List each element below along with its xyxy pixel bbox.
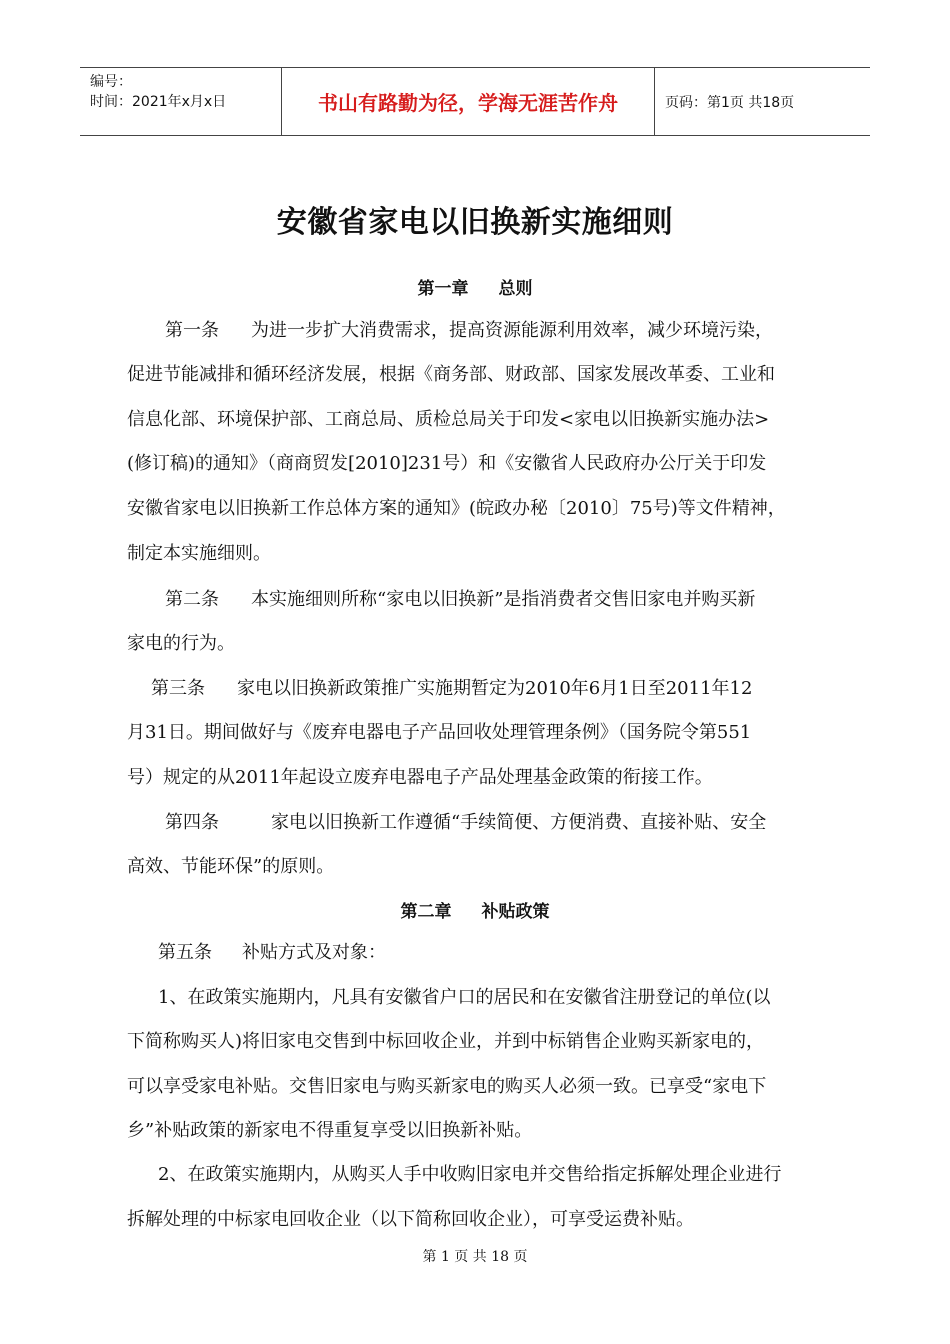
item-1-line-3: 可以享受家电补贴。交售旧家电与购买新家电的购买人必须一致。已享受“家电下 xyxy=(127,1076,767,1097)
article-1-line-5: 安徽省家电以旧换新工作总体方案的通知》(皖政办秘〔2010〕75号)等文件精神， xyxy=(127,498,786,519)
article-text: 家电以旧换新政策推广实施期暂定为2010年6月1日至2011年12 xyxy=(237,678,753,699)
article-5-line-1 xyxy=(158,938,386,964)
article-4-line-1 xyxy=(165,808,766,834)
article-label: 第一条 xyxy=(165,320,219,341)
article-text: 家电以旧换新工作遵循“手续简便、方便消费、直接补贴、安全 xyxy=(271,812,767,833)
article-text: 为进一步扩大消费需求，提高资源能源利用效率，减少环境污染， xyxy=(251,320,773,341)
article-1-line-1 xyxy=(165,316,773,342)
article-4-line-2: 高效、节能环保”的原则。 xyxy=(127,856,335,877)
article-label: 第五条 xyxy=(158,942,212,963)
item-1-line-2: 下简称购买人)将旧家电交售到中标回收企业，并到中标销售企业购买新家电的， xyxy=(127,1031,765,1052)
article-1-line-2: 促进节能减排和循环经济发展，根据《商务部、财政部、国家发展改革委、工业和 xyxy=(127,364,775,385)
chapter-number: 第二章 xyxy=(400,902,452,922)
header-meta xyxy=(80,68,282,135)
article-2-line-2: 家电的行为。 xyxy=(127,633,235,654)
chapter-name: 总则 xyxy=(498,279,533,299)
item-1-line-4: 乡”补贴政策的新家电不得重复享受以旧换新补贴。 xyxy=(127,1120,533,1141)
page-footer: 第 1 页 共 18 页 xyxy=(422,1249,528,1265)
header-motto: 书山有路勤为径，学海无涯苦作舟 xyxy=(282,68,655,135)
article-label: 第二条 xyxy=(165,589,219,610)
document-title: 安徽省家电以旧换新实施细则 xyxy=(276,205,674,240)
page-header xyxy=(80,67,870,136)
article-2-line-1 xyxy=(165,585,755,611)
chapter-name: 补贴政策 xyxy=(481,902,550,922)
article-label: 第四条 xyxy=(165,812,219,833)
article-1-line-4: (修订稿)的通知》（商商贸发[2010]231号）和《安徽省人民政府办公厅关于印发 xyxy=(127,453,767,474)
article-label: 第三条 xyxy=(151,678,205,699)
article-1-line-6: 制定本实施细则。 xyxy=(127,543,271,564)
document-number-label: 编号： xyxy=(90,74,132,90)
chapter-number: 第一章 xyxy=(417,279,469,299)
item-2-line-2: 拆解处理的中标家电回收企业（以下简称回收企业），可享受运费补贴。 xyxy=(127,1209,694,1230)
article-text: 本实施细则所称“家电以旧换新”是指消费者交售旧家电并购买新 xyxy=(251,589,756,610)
chapter-heading-2 xyxy=(0,897,950,922)
item-2-line-1: 2、在政策实施期内，从购买人手中收购旧家电并交售给指定拆解处理企业进行 xyxy=(158,1164,782,1185)
article-3-line-1 xyxy=(151,674,752,700)
article-3-line-2: 月31日。期间做好与《废弃电器电子产品回收处理管理条例》（国务院令第551 xyxy=(127,722,752,743)
document-date-label: 时间：2021年x月x日 xyxy=(90,94,227,110)
article-text: 补贴方式及对象： xyxy=(242,942,386,963)
chapter-heading-1 xyxy=(0,274,950,299)
article-3-line-3: 号）规定的从2011年起设立废弃电器电子产品处理基金政策的衔接工作。 xyxy=(127,767,713,788)
header-page-info: 页码：第1页 共18页 xyxy=(665,94,795,111)
article-1-line-3: 信息化部、环境保护部、工商总局、质检总局关于印发<家电以旧换新实施办法> xyxy=(127,409,770,430)
item-1-line-1: 1、在政策实施期内，凡具有安徽省户口的居民和在安徽省注册登记的单位(以 xyxy=(158,987,771,1008)
